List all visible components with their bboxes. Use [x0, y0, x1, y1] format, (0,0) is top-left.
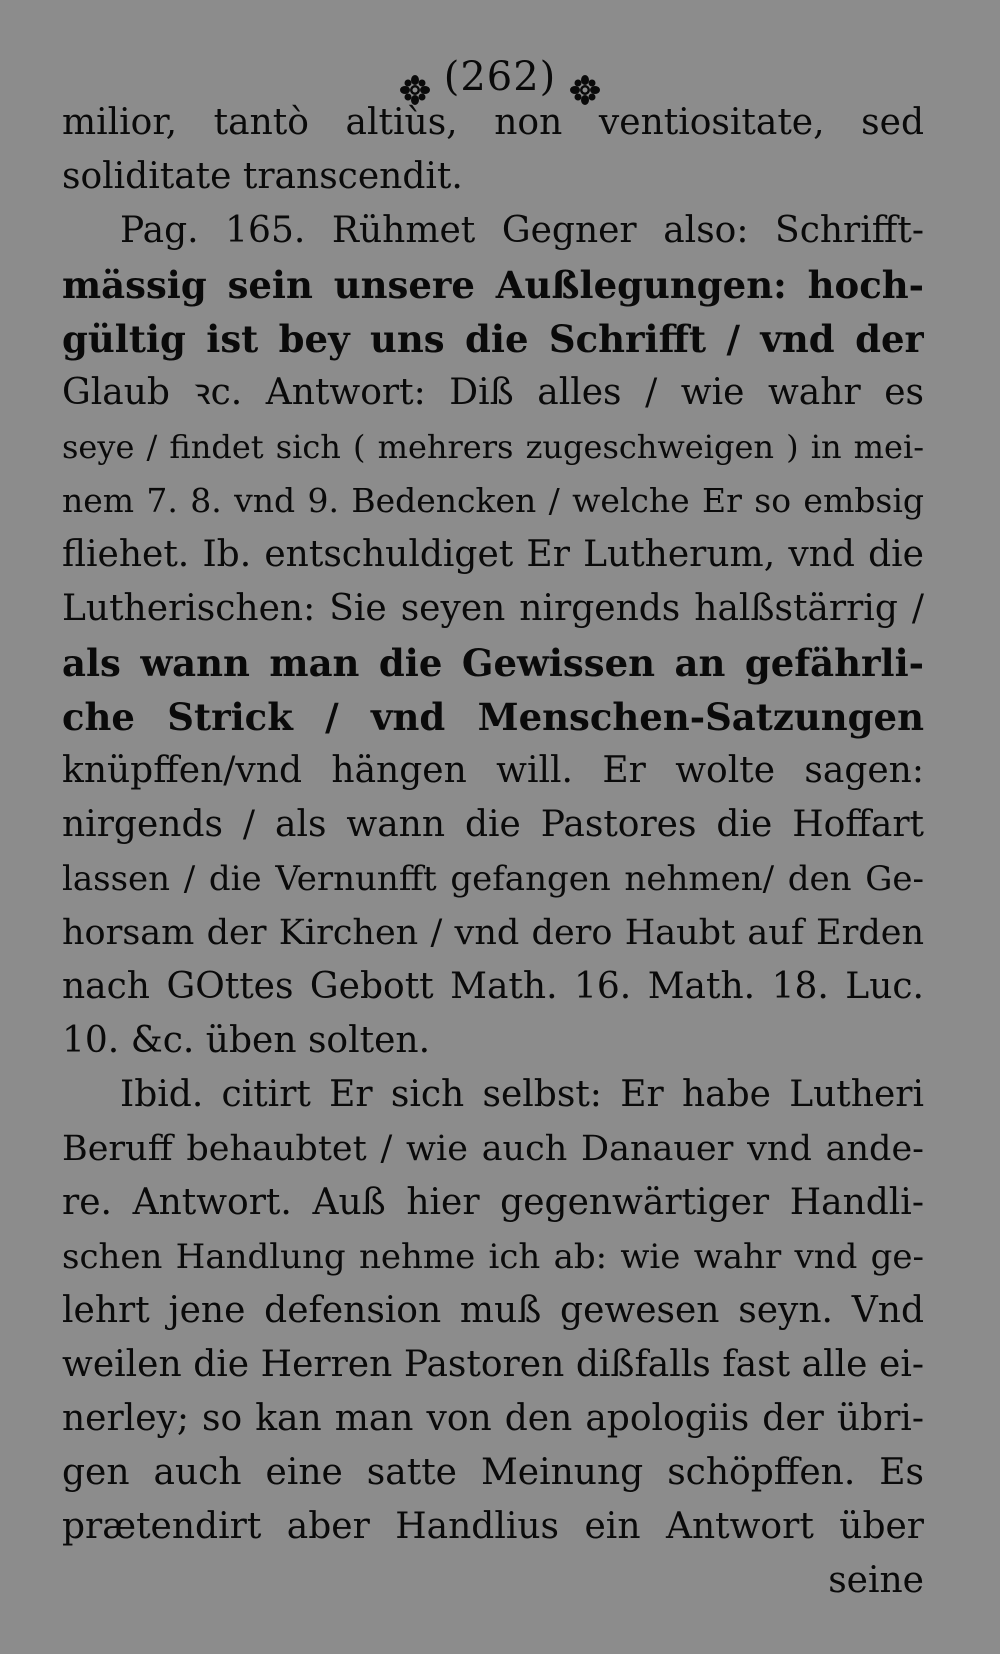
text-line: fliehet. Ib. entschuldiget Er Lutherum, vnd die: [62, 534, 924, 575]
text-line: Lutherischen: Sie seyen nirgends halßstärrig /: [62, 588, 924, 629]
text-line: nach GOttes Gebott Math. 16. Math. 18. Luc.: [62, 966, 924, 1007]
text-line: gültig ist bey uns die Schrifft / vnd der: [62, 317, 924, 361]
text-line: che Strick / vnd Menschen-Satzungen: [62, 695, 924, 739]
text-line: knüpffen/vnd hängen will. Er wolte sagen:: [62, 750, 924, 791]
text-line: lassen / die Vernunfft gefangen nehmen/ den Ge-: [62, 859, 924, 899]
text-line: lehrt jene defension muß gewesen seyn. Vnd: [62, 1290, 924, 1331]
text-line: nem 7. 8. vnd 9. Bedencken / welche Er so embsig: [62, 481, 924, 520]
text-line: 10. &c. üben solten.: [62, 1020, 431, 1061]
text-line: Ibid. citirt Er sich selbst: Er habe Lutheri: [120, 1074, 924, 1115]
page-number: (262): [443, 54, 557, 100]
text-line: schen Handlung nehme ich ab: wie wahr vnd ge-: [62, 1237, 924, 1277]
text-line: weilen die Herren Pastoren dißfalls fast alle ei-: [62, 1344, 924, 1385]
body-text: [62, 96, 924, 1608]
flower-ornament-icon: [570, 62, 600, 92]
text-line: mässig sein unsere Außlegungen: hoch-: [62, 263, 924, 307]
text-line: prætendirt aber Handlius ein Antwort über: [62, 1506, 924, 1547]
text-line: re. Antwort. Auß hier gegenwärtiger Handli-: [62, 1182, 924, 1223]
text-line: nerley; so kan man von den apologiis der übri-: [62, 1398, 924, 1439]
text-line: milior, tantò altiùs, non ventiositate, sed: [62, 102, 924, 143]
text-line: soliditate transcendit.: [62, 156, 463, 197]
text-line: Pag. 165. Rühmet Gegner also: Schrifft-: [120, 210, 924, 251]
text-line: seye / findet sich ( mehrers zugeschweigen ) in mei-: [62, 428, 924, 466]
catchword: seine: [828, 1560, 924, 1601]
text-line: als wann man die Gewissen an gefährli-: [62, 641, 924, 685]
text-line: horsam der Kirchen / vnd dero Haubt auf Erden: [62, 913, 924, 953]
flower-ornament-icon: [400, 62, 430, 92]
text-line: gen auch eine satte Meinung schöpffen. Es: [62, 1452, 924, 1493]
text-line: nirgends / als wann die Pastores die Hoffart: [62, 804, 924, 845]
text-line: Glaub ꝛc. Antwort: Diß alles / wie wahr es: [62, 372, 924, 413]
text-line: Beruff behaubtet / wie auch Danauer vnd ande-: [62, 1129, 924, 1169]
